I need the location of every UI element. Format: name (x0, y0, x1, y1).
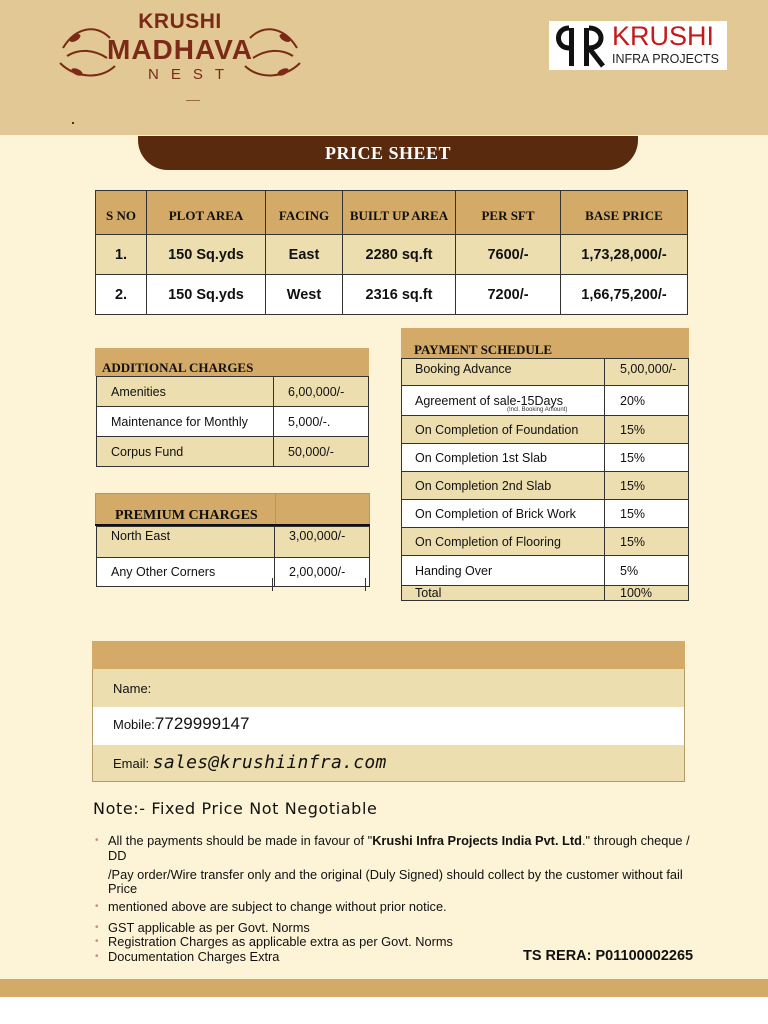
payment-schedule-header (401, 328, 689, 358)
bullet-icon: • (95, 936, 99, 947)
table-cell: 150 Sq.yds (147, 275, 266, 315)
table-cell: 2280 sq.ft (343, 235, 456, 275)
schedule-label: Booking Advance (402, 359, 605, 386)
logo-right-sub: INFRA PROJECTS (612, 52, 719, 66)
payment-schedule-title: PAYMENT SCHEDULE (414, 342, 553, 357)
contact-box (92, 641, 685, 781)
divider (365, 578, 366, 591)
logo-line-nest: NEST (147, 66, 236, 83)
schedule-value: 15% (605, 472, 689, 500)
schedule-value: 15% (605, 444, 689, 472)
table-row (402, 472, 689, 500)
table-cell: 2316 sq.ft (343, 275, 456, 315)
price-table-header (96, 191, 688, 235)
term-text: Price (108, 880, 138, 896)
mobile-label: Mobile: (113, 717, 155, 732)
email-label: Email: (113, 756, 150, 771)
table-row (97, 558, 370, 587)
charge-label: Maintenance for Monthly (97, 407, 274, 437)
mobile-value: 7729999147 (154, 714, 250, 733)
table-row (97, 527, 370, 558)
price-table (95, 190, 688, 315)
table-row (402, 556, 689, 586)
fixed-price-note: Note:- Fixed Price Not Negotiable (93, 799, 378, 818)
bullet-icon: • (95, 950, 99, 962)
charge-value: 3,00,000/- (275, 527, 370, 558)
charge-label: Corpus Fund (97, 437, 274, 467)
schedule-label: Agreement of sale-15Days (402, 386, 605, 416)
list-item (95, 921, 710, 936)
charge-label: Any Other Corners (97, 558, 275, 587)
contact-header-bar (92, 641, 685, 669)
table-cell: 2. (96, 275, 147, 315)
table-row (97, 407, 369, 437)
rera-number: TS RERA: P01100002265 (523, 948, 694, 964)
table-row (402, 500, 689, 528)
schedule-label: On Completion of Foundation (402, 416, 605, 444)
schedule-value: 5,00,000/- (605, 359, 689, 386)
page-bottom (0, 997, 768, 1024)
table-row (97, 437, 369, 467)
table-row (402, 528, 689, 556)
schedule-label: On Completion 1st Slab (402, 444, 605, 472)
divider (186, 100, 200, 101)
premium-charges-table (96, 526, 370, 587)
page-title: PRICE SHEET (324, 143, 452, 163)
term-text: All the payments should be made in favour of " (108, 833, 373, 848)
mobile-field (113, 714, 249, 734)
payment-schedule-table (401, 358, 689, 601)
table-cell: 1,73,28,000/- (561, 235, 688, 275)
table-row (402, 416, 689, 444)
logo-line-madhava: MADHAVA (107, 34, 253, 65)
incl-booking-note: (Incl. Booking Amount) (507, 407, 568, 413)
premium-charges-header (95, 493, 370, 526)
col-header: BUILT UP AREA (343, 191, 456, 235)
charge-value: 6,00,000/- (274, 377, 369, 407)
table-row (402, 444, 689, 472)
table-cell: East (266, 235, 343, 275)
table-row (96, 235, 688, 275)
col-header: PLOT AREA (147, 191, 266, 235)
charge-label: Amenities (97, 377, 274, 407)
schedule-label: Total (402, 586, 605, 601)
charge-value: 50,000/- (274, 437, 369, 467)
schedule-value: 5% (605, 556, 689, 586)
premium-charges-title: PREMIUM CHARGES (115, 508, 258, 523)
contact-mobile-row (92, 707, 685, 745)
name-label: Name: (113, 681, 152, 696)
logo-right-brand: KRUSHI (612, 21, 715, 51)
schedule-label: On Completion of Brick Work (402, 500, 605, 528)
col-header: FACING (266, 191, 343, 235)
col-header: S NO (96, 191, 147, 235)
table-cell: 1. (96, 235, 147, 275)
dot-mark (72, 122, 74, 124)
table-cell: West (266, 275, 343, 315)
term-text: Documentation Charges Extra (108, 948, 280, 964)
col-header: PER SFT (456, 191, 561, 235)
term-text: Registration Charges as applicable extra as per Govt. Norms (108, 934, 453, 949)
charge-label: North East (97, 527, 275, 558)
schedule-value: 20% (605, 386, 689, 416)
table-row (402, 586, 689, 601)
col-header: BASE PRICE (561, 191, 688, 235)
schedule-value: 15% (605, 416, 689, 444)
list-item (95, 900, 710, 915)
kr-monogram-icon (553, 24, 609, 68)
additional-charges-title: ADDITIONAL CHARGES (102, 360, 254, 375)
terms-list (95, 834, 710, 964)
email-field (113, 752, 387, 773)
term-text: ." through cheque / DD (108, 833, 690, 863)
schedule-value: 100% (605, 586, 689, 601)
divider (272, 578, 273, 591)
bullet-icon: • (95, 921, 99, 933)
schedule-value: 15% (605, 500, 689, 528)
charge-value: 5,000/-. (274, 407, 369, 437)
additional-charges-header (95, 348, 369, 376)
term-company: Krushi Infra Projects India Pvt. Ltd (372, 833, 582, 848)
table-cell: 7600/- (456, 235, 561, 275)
krushi-infra-projects-logo (549, 21, 727, 70)
table-cell: 1,66,75,200/- (561, 275, 688, 315)
schedule-label: Handing Over (402, 556, 605, 586)
contact-email-row (92, 745, 685, 782)
bullet-icon: • (95, 835, 99, 846)
logo-line-krushi: KRUSHI (138, 10, 222, 33)
charge-value: 2,00,000/- (275, 558, 370, 587)
bullet-icon: • (95, 901, 99, 912)
schedule-label: On Completion 2nd Slab (402, 472, 605, 500)
term-text: /Pay order/Wire transfer only and the original (Duly Signed) should collect by the customer without fail (108, 867, 683, 882)
contact-name-row (92, 669, 685, 707)
table-cell: 7200/- (456, 275, 561, 315)
table-row (402, 359, 689, 386)
email-value: sales@krushiinfra.com (152, 752, 387, 773)
divider (275, 494, 276, 526)
table-cell: 150 Sq.yds (147, 235, 266, 275)
additional-charges-table (96, 376, 369, 467)
table-row (97, 377, 369, 407)
term-text: GST applicable as per Govt. Norms (108, 919, 310, 935)
term-text: mentioned above are subject to change without prior notice. (108, 899, 447, 914)
footer-band (0, 979, 768, 997)
list-item (95, 834, 710, 896)
table-row (96, 275, 688, 315)
schedule-value: 15% (605, 528, 689, 556)
schedule-label: On Completion of Flooring (402, 528, 605, 556)
krushi-madhava-nest-logo (55, 8, 305, 98)
